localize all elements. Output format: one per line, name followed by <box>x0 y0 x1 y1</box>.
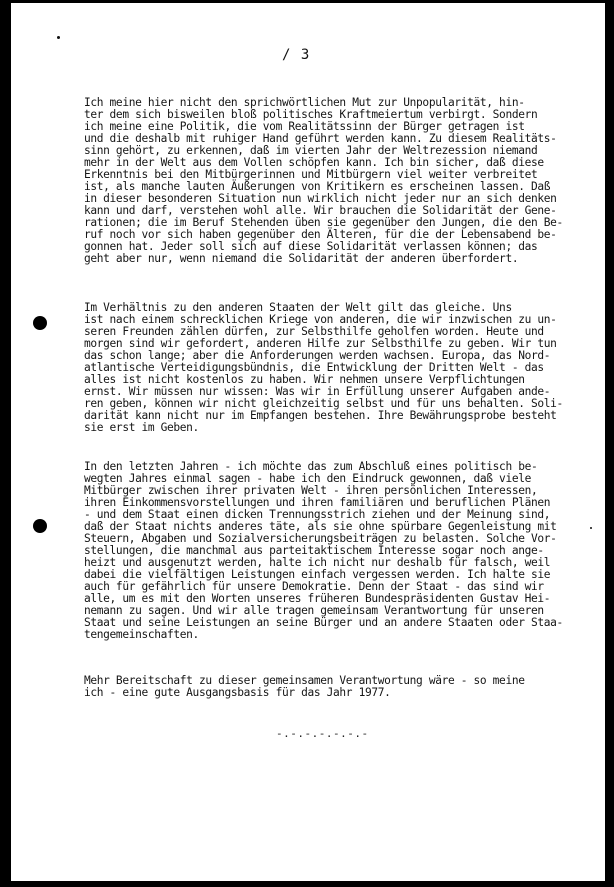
text-line: ihren Einkommensvorstellungen und ihren familiären und beruflichen Plänen <box>84 496 551 509</box>
text-line: atlantische Verteidigungsbündnis, die Entwicklung der Dritten Welt - das <box>84 361 544 374</box>
scan-speck <box>57 36 60 39</box>
text-line: und die deshalb mit ruhiger Hand geführt werden kann. Zu diesem Realitäts- <box>84 132 557 145</box>
text-line: ich - eine gute Ausgangsbasis für das Jahr 1977. <box>84 686 391 699</box>
paragraph-4 <box>84 675 558 699</box>
text-line: morgen sind wir gefordert, anderen Hilfe zur Selbsthilfe zu geben. Wir tun <box>84 337 557 350</box>
paragraph-2 <box>84 301 563 434</box>
text-line: dabei die vielfältigen Leistungen einfach vergessen werden. Ich halte sie <box>84 568 551 581</box>
text-line: ernst. Wir müssen nur wissen: Was wir in Erfüllung unserer Aufgaben ande- <box>84 385 551 398</box>
text-line: Mehr Bereitschaft zu dieser gemeinsamen Verantwortung wäre - so meine <box>84 674 525 687</box>
scan-speck <box>590 527 592 529</box>
text-line: geht aber nur, wenn niemand die Solidarität der anderen überfordert. <box>84 252 519 265</box>
text-line: in dieser besonderen Situation nun wirklich nicht jeder nur an sich denken <box>84 192 557 205</box>
text-line: darität kann nicht nur im Empfangen bestehen. Ihre Bewährungsprobe besteht <box>84 409 557 422</box>
text-line: Mitbürger zwischen ihrer privaten Welt - ihren persönlichen Interessen, <box>84 484 538 497</box>
paragraph-3 <box>84 460 563 641</box>
text-line: mehr in der Welt aus dem Vollen schöpfen kann. Ich bin sicher, daß diese <box>84 156 544 169</box>
page-number: / 3 <box>282 47 311 63</box>
scan-border-right <box>605 0 614 887</box>
text-line: Steuern, Abgaben und Sozialversicherungsbeiträgen zu belasten. Solche Vor- <box>84 532 557 545</box>
punch-hole-upper <box>33 316 47 330</box>
text-line: - und dem Staat einen dicken Trennungsstrich ziehen und der Meinung sind, <box>84 508 551 521</box>
text-line: daß der Staat nichts anderes täte, als sie ohne spürbare Gegenleistung mit <box>84 520 557 533</box>
text-line: alle, um es mit den Worten unseres früheren Bundespräsidenten Gustav Hei- <box>84 592 551 605</box>
text-line: ist, als manche lauten Äußerungen von Kritikern es erscheinen lassen. Daß <box>84 180 551 193</box>
text-line: sie erst im Geben. <box>84 421 199 434</box>
text-line: wegten Jahres einmal sagen - habe ich den Eindruck gewonnen, daß viele <box>84 472 531 485</box>
text-line: sinn gehört, zu erkennen, daß im vierten Jahr der Weltrezession niemand <box>84 144 538 157</box>
text-line: ist nach einem schrecklichen Kriege von anderen, die wir inzwischen zu un- <box>84 313 557 326</box>
text-line: alles ist nicht kostenlos zu haben. Wir nehmen unsere Verpflichtungen <box>84 373 525 386</box>
punch-hole-lower <box>33 519 47 533</box>
text-line: das schon lange; aber die Anforderungen werden wachsen. Europa, das Nord- <box>84 349 551 362</box>
text-line: ter dem sich bisweilen bloß politisches Kraftmeiertum verbirgt. Sondern <box>84 108 538 121</box>
text-line: ruf noch vor sich haben gegenüber den Älteren, für die der Lebensabend be- <box>84 228 557 241</box>
scan-border-bottom <box>0 881 614 887</box>
text-line: In den letzten Jahren - ich möchte das zum Abschluß eines politisch be- <box>84 460 538 473</box>
closing-separator: -.-.-.-.-.-.- <box>276 727 369 740</box>
paragraph-1 <box>84 96 563 265</box>
text-line: nemann zu sagen. Und wir alle tragen gemeinsam Verantwortung für unseren <box>84 604 544 617</box>
text-line: stellungen, die manchmal aus parteitaktischem Interesse sogar noch ange- <box>84 544 544 557</box>
text-line: Ich meine hier nicht den sprichwörtlichen Mut zur Unpopularität, hin- <box>84 96 525 109</box>
scan-border-top <box>0 0 614 3</box>
text-line: seren Freunden zählen dürfen, zur Selbsthilfe geholfen worden. Heute und <box>84 325 544 338</box>
text-line: gonnen hat. Jeder soll sich auf diese Solidarität verlassen können; das <box>84 240 538 253</box>
text-line: kann und darf, verstehen wohl alle. Wir brauchen die Solidarität der Gene- <box>84 204 557 217</box>
scan-border-left <box>0 0 11 887</box>
text-line: ren geben, können wir nicht gleichzeitig selbst und für uns behalten. Soli- <box>84 397 563 410</box>
text-line: heizt und ausgenutzt werden, halte ich nicht nur deshalb für falsch, weil <box>84 556 551 569</box>
text-line: tengemeinschaften. <box>84 628 199 641</box>
text-line: ich meine eine Politik, die vom Realitätssinn der Bürger getragen ist <box>84 120 525 133</box>
text-line: Erkenntnis bei den Mitbürgerinnen und Mitbürgern viel weiter verbreitet <box>84 168 538 181</box>
text-line: auch für gefährlich für unsere Demokratie. Denn der Staat - das sind wir <box>84 580 544 593</box>
text-line: rationen; die im Beruf Stehenden üben sie gegenüber den Jungen, die den Be- <box>84 216 563 229</box>
text-line: Staat und seine Leistungen an seine Bürger und an andere Staaten oder Staa- <box>84 616 563 629</box>
text-line: Im Verhältnis zu den anderen Staaten der Welt gilt das gleiche. Uns <box>84 301 512 314</box>
